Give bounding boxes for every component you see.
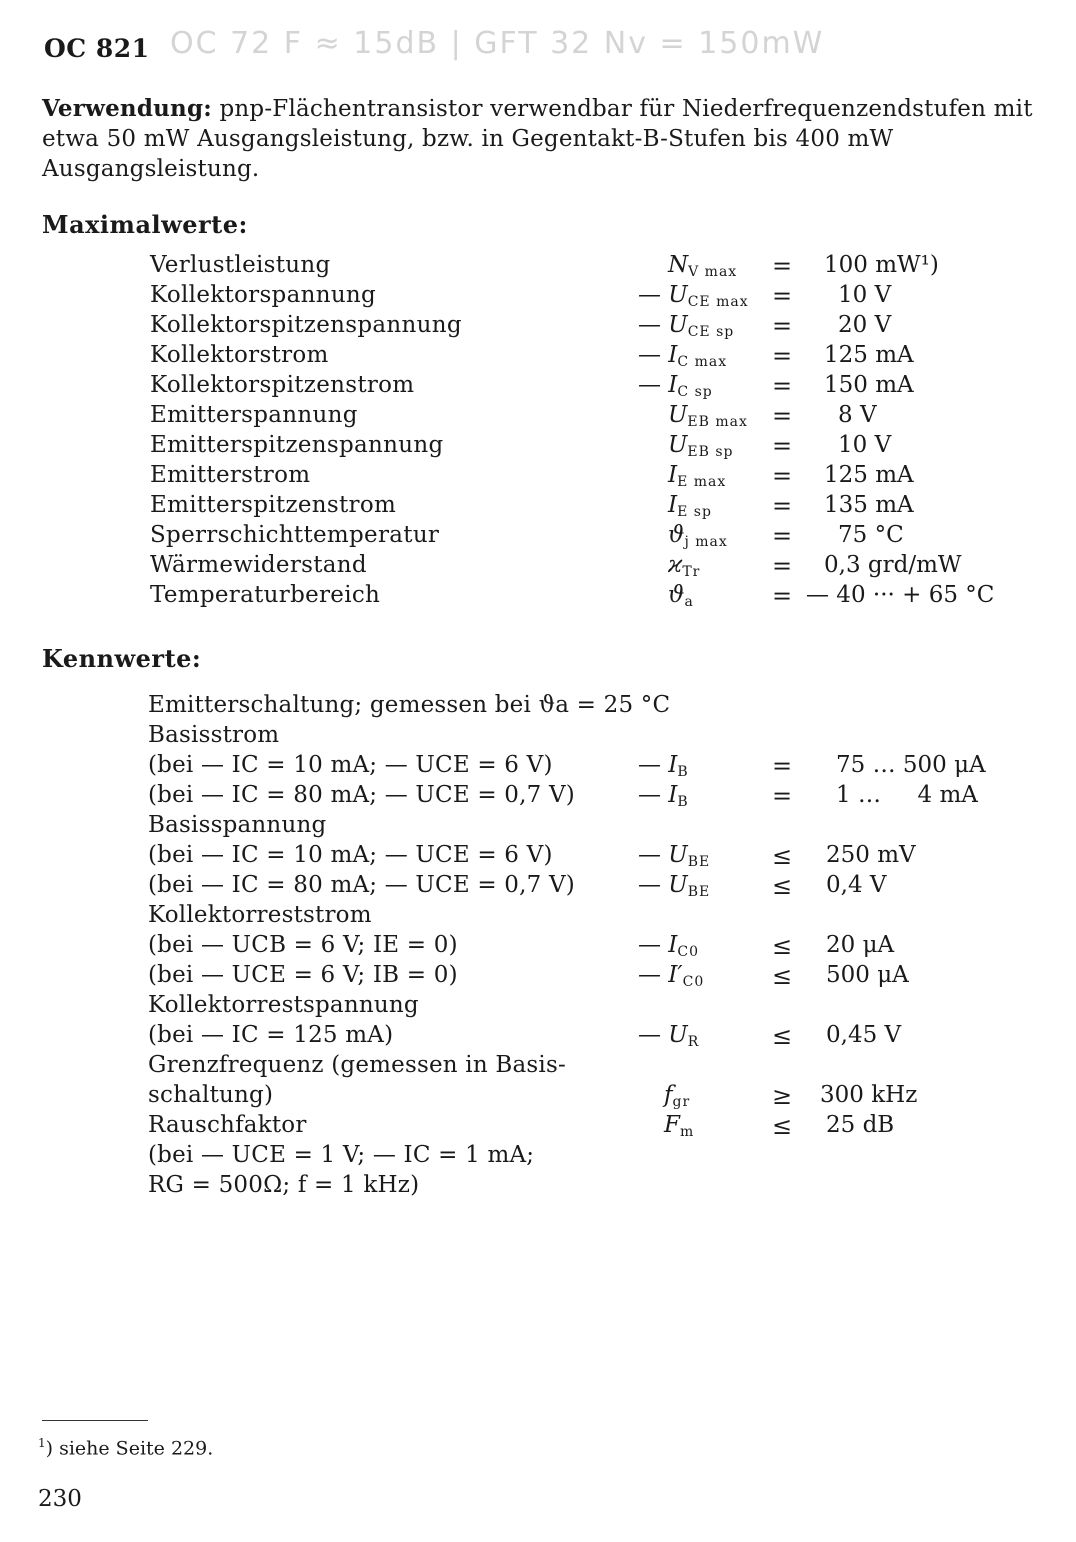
max-row-name: Sperrschichttemperatur: [150, 522, 440, 548]
max-row-relation: =: [772, 282, 793, 310]
max-row-symbol: [638, 282, 749, 310]
max-row-value: 20 V: [838, 312, 892, 338]
characteristic-relation: =: [772, 752, 793, 780]
pencil-annotation: OC 72 F ≈ 15dB | GFT 32 Nv = 150mW: [170, 26, 825, 61]
page-title: OC 821: [44, 34, 150, 63]
characteristic-symbol-sub: B: [677, 794, 689, 810]
characteristic-relation: ≤: [772, 1022, 793, 1050]
characteristic-value: 250 mV: [826, 842, 916, 868]
characteristic-relation: ≥: [772, 1082, 793, 1110]
max-row-name: Wärmewiderstand: [150, 552, 367, 578]
max-row-relation: =: [772, 252, 793, 280]
max-row-value: 10 V: [838, 282, 892, 308]
characteristic-relation: ≤: [772, 932, 793, 960]
characteristics-line: Kollektorreststrom: [148, 902, 372, 928]
max-row-symbol-sub: CE max: [687, 294, 749, 310]
max-row-name: Emitterspitzenstrom: [150, 492, 397, 518]
characteristic-symbol-main: — I′: [638, 962, 683, 988]
max-row-symbol: [668, 582, 694, 610]
characteristic-symbol-sub: R: [687, 1034, 700, 1050]
characteristic-value: 500 μA: [826, 962, 909, 988]
max-row-relation: =: [772, 372, 793, 400]
characteristic-value: 0,45 V: [826, 1022, 902, 1048]
max-row-relation: =: [772, 492, 793, 520]
characteristics-line: schaltung): [148, 1082, 274, 1108]
characteristics-line: (bei — IC = 125 mA): [148, 1022, 394, 1048]
footnote: $^1$) siehe Seite 229.: [38, 1436, 214, 1460]
characteristic-symbol-sub: BE: [687, 884, 711, 900]
max-row-symbol-sub: EB sp: [687, 444, 734, 460]
max-row-symbol-sub: a: [684, 594, 694, 610]
footnote-rule: [42, 1420, 148, 1421]
characteristic-symbol: [638, 842, 710, 870]
max-row-symbol-sub: C sp: [677, 384, 713, 400]
max-row-name: Emitterspitzenspannung: [150, 432, 444, 458]
characteristics-line: Grenzfrequenz (gemessen in Basis-: [148, 1052, 566, 1078]
characteristic-symbol-sub: m: [679, 1124, 695, 1140]
max-row-value: — 40 ··· + 65 °C: [806, 582, 995, 608]
usage-label: Verwendung:: [42, 95, 212, 122]
max-row-symbol-main: ϰ: [668, 552, 683, 578]
characteristics-line: Rauschfaktor: [148, 1112, 307, 1138]
usage-text: pnp-Flächentransistor verwendbar für Niederfrequenzendstufen mit etwa 50 mW Ausgangsleistung, bzw. in Gegentakt-B-Stufen bis 400 mW Ausgangsleistung.: [42, 96, 1033, 182]
characteristic-symbol-main: — I: [638, 752, 678, 778]
characteristic-relation: ≤: [772, 962, 793, 990]
characteristics-line: (bei — UCB = 6 V; IE = 0): [148, 932, 458, 958]
max-row-symbol-main: I: [668, 462, 678, 488]
max-row-relation: =: [772, 342, 793, 370]
page-number: 230: [38, 1486, 82, 1512]
characteristic-value: 25 dB: [826, 1112, 895, 1138]
max-row-symbol-main: — U: [638, 282, 688, 308]
max-values-heading: Maximalwerte:: [42, 210, 248, 239]
characteristic-relation: =: [772, 782, 793, 810]
max-row-value: 125 mA: [824, 462, 914, 488]
max-row-symbol: [638, 342, 727, 370]
characteristic-symbol-sub: gr: [672, 1094, 691, 1110]
max-row-name: Kollektorspitzenspannung: [150, 312, 462, 338]
max-row-value: 8 V: [838, 402, 877, 428]
characteristics-line: (bei — IC = 10 mA; — UCE = 6 V): [148, 752, 553, 778]
max-row-name: Kollektorspitzenstrom: [150, 372, 415, 398]
characteristics-line: (bei — IC = 80 mA; — UCE = 0,7 V): [148, 872, 575, 898]
characteristic-value: 1 … 4 mA: [836, 782, 978, 808]
max-row-symbol: [668, 522, 728, 550]
max-row-symbol-sub: CE sp: [687, 324, 735, 340]
max-row-name: Temperaturbereich: [150, 582, 381, 608]
max-row-relation: =: [772, 432, 793, 460]
characteristic-relation: ≤: [772, 842, 793, 870]
characteristics-line: Emitterschaltung; gemessen bei ϑa = 25 °C: [148, 692, 671, 718]
characteristic-symbol: [638, 752, 689, 780]
characteristic-value: 20 μA: [826, 932, 895, 958]
characteristics-line: Basisspannung: [148, 812, 327, 838]
max-row-symbol: [668, 552, 700, 580]
characteristics-line: (bei — UCE = 6 V; IB = 0): [148, 962, 458, 988]
characteristic-symbol-sub: BE: [687, 854, 711, 870]
max-row-symbol-main: — U: [638, 312, 688, 338]
max-row-symbol-sub: E max: [677, 474, 727, 490]
max-row-symbol-main: U: [668, 402, 688, 428]
max-row-value: 75 °C: [838, 522, 904, 548]
max-row-value: 10 V: [838, 432, 892, 458]
characteristic-relation: ≤: [772, 872, 793, 900]
characteristic-symbol: [638, 962, 704, 990]
characteristic-symbol: [638, 1022, 699, 1050]
max-row-symbol-sub: V max: [688, 264, 738, 280]
characteristics-line: (bei — IC = 80 mA; — UCE = 0,7 V): [148, 782, 575, 808]
max-row-symbol-main: — I: [638, 372, 678, 398]
max-row-value: 0,3 grd/mW: [824, 552, 962, 578]
max-row-symbol-main: U: [668, 432, 688, 458]
characteristic-symbol-sub: C0: [677, 944, 700, 960]
characteristic-symbol-main: — U: [638, 842, 688, 868]
max-row-relation: =: [772, 522, 793, 550]
max-row-name: Kollektorstrom: [150, 342, 329, 368]
max-row-relation: =: [772, 552, 793, 580]
max-row-symbol-sub: EB max: [687, 414, 748, 430]
max-row-symbol-main: ϑ: [668, 582, 685, 608]
characteristics-line: Basisstrom: [148, 722, 280, 748]
characteristics-line: (bei — UCE = 1 V; — IC = 1 mA;: [148, 1142, 535, 1168]
max-row-symbol-main: I: [668, 492, 678, 518]
max-row-symbol: [668, 402, 748, 430]
max-row-name: Emitterstrom: [150, 462, 311, 488]
max-row-relation: =: [772, 312, 793, 340]
max-row-symbol-sub: Tr: [682, 564, 701, 580]
characteristic-relation: ≤: [772, 1112, 793, 1140]
characteristic-symbol: [638, 872, 710, 900]
max-row-symbol-main: N: [668, 252, 689, 278]
max-row-symbol-sub: j max: [684, 534, 728, 550]
characteristic-symbol-sub: B: [677, 764, 689, 780]
max-row-relation: =: [772, 462, 793, 490]
characteristic-symbol: [638, 782, 689, 810]
characteristics-line: (bei — IC = 10 mA; — UCE = 6 V): [148, 842, 553, 868]
max-row-symbol: [638, 372, 713, 400]
characteristic-value: 300 kHz: [820, 1082, 918, 1108]
characteristic-symbol-main: — I: [638, 932, 678, 958]
max-row-symbol-main: — I: [638, 342, 678, 368]
max-row-value: 150 mA: [824, 372, 914, 398]
max-row-symbol: [668, 462, 726, 490]
characteristic-symbol-main: f: [664, 1082, 673, 1108]
characteristics-heading: Kennwerte:: [42, 644, 202, 673]
max-row-symbol: [668, 492, 712, 520]
max-row-name: Kollektorspannung: [150, 282, 377, 308]
max-row-symbol-main: ϑ: [668, 522, 685, 548]
max-row-name: Verlustleistung: [150, 252, 331, 278]
max-row-relation: =: [772, 402, 793, 430]
max-row-symbol: [668, 252, 737, 280]
characteristic-value: 75 … 500 μA: [836, 752, 986, 778]
max-row-value: 125 mA: [824, 342, 914, 368]
characteristics-line: RG = 500Ω; f = 1 kHz): [148, 1172, 420, 1198]
characteristic-symbol-main: — I: [638, 782, 678, 808]
characteristic-symbol-sub: C0: [682, 974, 705, 990]
characteristic-symbol-main: — U: [638, 872, 688, 898]
characteristics-line: Kollektorrestspannung: [148, 992, 419, 1018]
max-row-value: 135 mA: [824, 492, 914, 518]
max-row-symbol: [638, 312, 734, 340]
characteristic-symbol-main: — U: [638, 1022, 688, 1048]
max-row-relation: =: [772, 582, 793, 610]
characteristic-value: 0,4 V: [826, 872, 887, 898]
characteristic-symbol: [664, 1082, 690, 1110]
characteristic-symbol-main: F: [664, 1112, 680, 1138]
max-row-name: Emitterspannung: [150, 402, 358, 428]
max-row-value: 100 mW¹): [824, 252, 939, 278]
characteristic-symbol: [638, 932, 699, 960]
max-row-symbol-sub: C max: [677, 354, 728, 370]
characteristic-symbol: [664, 1112, 694, 1140]
usage-paragraph: [42, 94, 1042, 184]
max-row-symbol-sub: E sp: [677, 504, 712, 520]
max-row-symbol: [668, 432, 734, 460]
